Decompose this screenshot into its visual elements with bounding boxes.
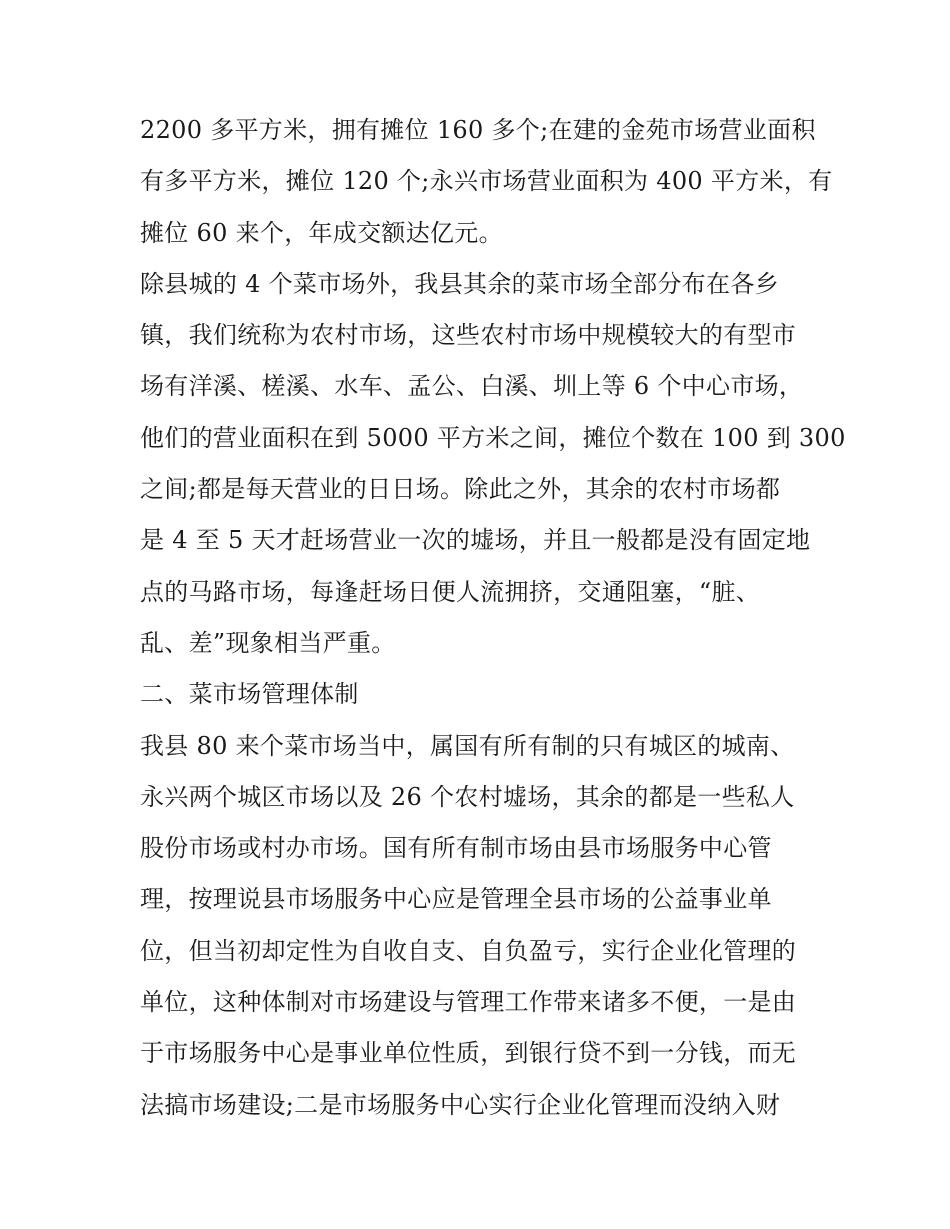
text-line: 镇，我们统称为农村市场，这些农村市场中规模较大的有型市 bbox=[140, 321, 797, 350]
text-line: 单位，这种体制对市场建设与管理工作带来诸多不便，一是由 bbox=[140, 988, 797, 1017]
text-line: 有多平方米，摊位 120 个;永兴市场营业面积为 400 平方米，有 bbox=[140, 167, 833, 196]
text-line: 2200 多平方米，拥有摊位 160 多个;在建的金苑市场营业面积 bbox=[140, 116, 816, 144]
text-line: 于市场服务中心是事业单位性质，到银行贷不到一分钱，而无 bbox=[140, 1039, 797, 1068]
text-line: 位，但当初却定性为自收自支、自负盈亏，实行企业化管理的 bbox=[140, 936, 797, 965]
text-line: 场有洋溪、槎溪、水车、孟公、白溪、圳上等 6 个中心市场， bbox=[140, 372, 804, 401]
text-line: 理，按理说县市场服务中心应是管理全县市场的公益事业单 bbox=[140, 885, 772, 914]
text-line: 除县城的 4 个菜市场外，我县其余的菜市场全部分布在各乡 bbox=[140, 269, 779, 298]
text-line: 是 4 至 5 天才赶场营业一次的墟场，并且一般都是没有固定地 bbox=[140, 526, 811, 555]
text-line: 摊位 60 来个，年成交额达亿元。 bbox=[140, 218, 503, 247]
text-line: 永兴两个城区市场以及 26 个农村墟场，其余的都是一些私人 bbox=[140, 782, 795, 811]
text-line: 我县 80 来个菜市场当中，属国有所有制的只有城区的城南、 bbox=[140, 731, 795, 760]
section-heading: 二、菜市场管理体制 bbox=[140, 680, 359, 709]
text-line: 股份市场或村办市场。国有所有制市场由县市场服务中心管 bbox=[140, 834, 772, 863]
text-line: 之间;都是每天营业的日日场。除此之外，其余的农村市场都 bbox=[140, 475, 781, 504]
text-line: 点的马路市场，每逢赶场日便人流拥挤，交通阻塞，“脏、 bbox=[140, 577, 761, 606]
text-line: 乱、差”现象相当严重。 bbox=[140, 628, 396, 657]
document-body bbox=[140, 105, 846, 1131]
text-line: 法搞市场建设;二是市场服务中心实行企业化管理而没纳入财 bbox=[140, 1090, 781, 1119]
text-line: 他们的营业面积在到 5000 平方米之间，摊位个数在 100 到 300 bbox=[140, 423, 846, 452]
